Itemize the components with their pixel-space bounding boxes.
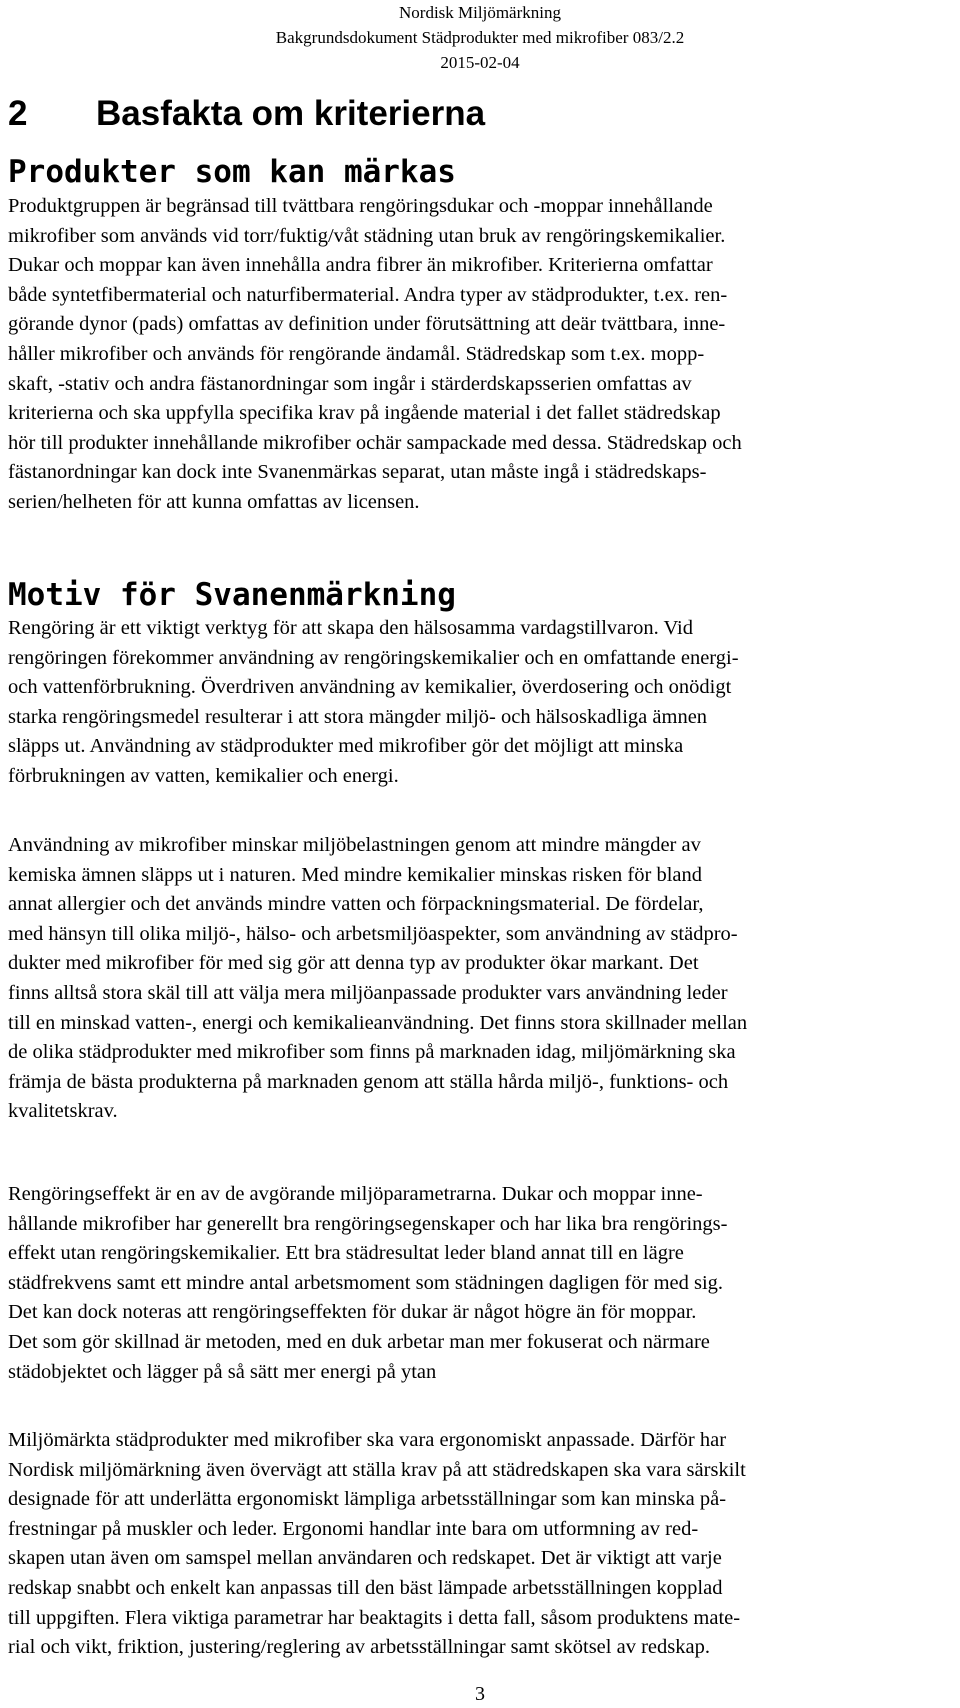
section-heading [8,92,485,136]
text-line: Nordisk miljömärkning även övervägt att ställa krav på att städredskapen ska vara särskilt [8,1458,746,1481]
text-line: designade för att underlätta ergonomiskt lämpliga arbetsställningar som kan minska på- [8,1488,727,1511]
text-line: till uppgiften. Flera viktiga parametrar har beaktagits i detta fall, såsom produktens mate- [8,1606,741,1629]
text-line: rial och vikt, friktion, justering/reglering av arbetsställningar samt skötsel av redskap. [8,1636,710,1659]
text-line: kvalitetskrav. [8,1100,118,1123]
text-line: annat allergier och det används mindre vatten och förpackningsmaterial. De fördelar, [8,893,704,916]
text-line: serien/helheten för att kunna omfattas av licensen. [8,490,420,513]
section-title: Basfakta om kriterierna [96,94,486,133]
text-line: skaft, -stativ och andra fästanordningar som ingår i stärderdskapsserien omfattas av [8,372,692,395]
paragraph-motiv-4 [8,1426,950,1663]
text-line: starka rengöringsmedel resulterar i att stora mängder miljö- och hälsoskadliga ämnen [8,705,708,728]
text-line: skapen utan även om samspel mellan användaren och redskapet. Det är viktigt att varje [8,1547,722,1570]
paragraph-motiv-1 [8,614,950,792]
text-line: görande dynor (pads) omfattas av definition under förutsättning att deär tvättbara, inne- [8,313,726,336]
text-line: redskap snabbt och enkelt kan anpassas till den bäst lämpade arbetsställningen kopplad [8,1576,723,1599]
text-line: förbrukningen av vatten, kemikalier och energi. [8,764,399,787]
text-line: och vattenförbrukning. Överdriven användning av kemikalier, överdosering och onödigt [8,676,732,699]
text-line: dukter med mikrofiber för med sig gör att denna typ av produkter ökar markant. Det [8,952,699,975]
subheading-motiv: Motiv för Svanenmärkning [8,577,456,613]
paragraph-produkter [8,192,950,518]
text-line: Produktgruppen är begränsad till tvättbara rengöringsdukar och -moppar innehållande [8,195,713,217]
text-line: främja de bästa produkterna på marknaden genom att ställa hårda miljö-, funktions- och [8,1070,729,1093]
section-number: 2 [8,94,28,133]
text-line: städfrekvens samt ett mindre antal arbetsmoment som städningen dagligen för med sig. [8,1271,724,1294]
text-line: till en minskad vatten-, energi och kemikalieanvändning. Det finns stora skillnader mellan [8,1011,748,1034]
text-line: hör till produkter innehållande mikrofiber ochär sampackade med dessa. Städredskap och [8,431,742,454]
paragraph-motiv-2 [8,831,950,1127]
text-line: släpps ut. Användning av städprodukter med mikrofiber gör det möjligt att minska [8,735,684,758]
text-line: Det som gör skillnad är metoden, med en duk arbetar man mer fokuserat och närmare [8,1330,710,1353]
text-line: effekt utan rengöringskemikalier. Ett bra städresultat leder bland annat till en lägre [8,1242,684,1265]
header-date: 2015-02-04 [440,53,520,72]
header-org: Nordisk Miljömärkning [399,3,561,22]
text-line: de olika städprodukter med mikrofiber som finns på marknaden idag, miljömärkning ska [8,1041,736,1064]
text-line: rengöringen förekommer användning av rengöringskemikalier och en omfattande energi- [8,646,739,669]
text-line: håller mikrofiber och används för rengörande ändamål. Städredskap som t.ex. mopp- [8,342,705,365]
text-line: Rengöringseffekt är en av de avgörande miljöparametrarna. Dukar och moppar inne- [8,1183,703,1205]
text-line: finns alltså stora skäl till att välja mera miljöanpassade produkter vars användning leder [8,981,728,1004]
text-line: kemiska ämnen släpps ut i naturen. Med mindre kemikalier minskas risken för bland [8,863,702,886]
subheading-produkter: Produkter som kan märkas [8,154,456,190]
header-document-title: Bakgrundsdokument Städprodukter med mikrofiber 083/2.2 [275,28,685,47]
text-line: hållande mikrofiber har generellt bra rengöringsegenskaper och har lika bra rengörings- [8,1212,728,1235]
text-line: både syntetfibermaterial och naturfibermaterial. Andra typer av städprodukter, t.ex. ren- [8,283,728,306]
text-line: Dukar och moppar kan även innehålla andra fibrer än mikrofiber. Kriterierna omfattar [8,254,713,277]
page-number: 3 [475,1683,485,1705]
text-line: med hänsyn till olika miljö-, hälso- och arbetsmiljöaspekter, som användning av städpro- [8,922,738,945]
page-header [0,0,960,75]
text-line: städobjektet och lägger på så sätt mer energi på ytan [8,1360,437,1383]
text-line: Det kan dock noteras att rengöringseffekten för dukar är något högre än för moppar. [8,1301,697,1324]
text-line: mikrofiber som används vid torr/fuktig/våt städning utan bruk av rengöringskemikalier. [8,224,726,247]
text-line: Användning av mikrofiber minskar miljöbelastningen genom att mindre mängder av [8,834,701,856]
text-line: frestningar på muskler och leder. Ergonomi handlar inte bara om utformning av red- [8,1517,699,1540]
paragraph-motiv-3 [8,1180,950,1387]
text-line: kriterierna och ska uppfylla specifika krav på ingående material i det fallet städredskap [8,402,721,425]
text-line: Rengöring är ett viktigt verktyg för att skapa den hälsosamma vardagstillvaron. Vid [8,617,693,639]
text-line: Miljömärkta städprodukter med mikrofiber ska vara ergonomiskt anpassade. Därför har [8,1429,727,1451]
text-line: fästanordningar kan dock inte Svanenmärkas separat, utan måste ingå i städredskaps- [8,461,707,484]
